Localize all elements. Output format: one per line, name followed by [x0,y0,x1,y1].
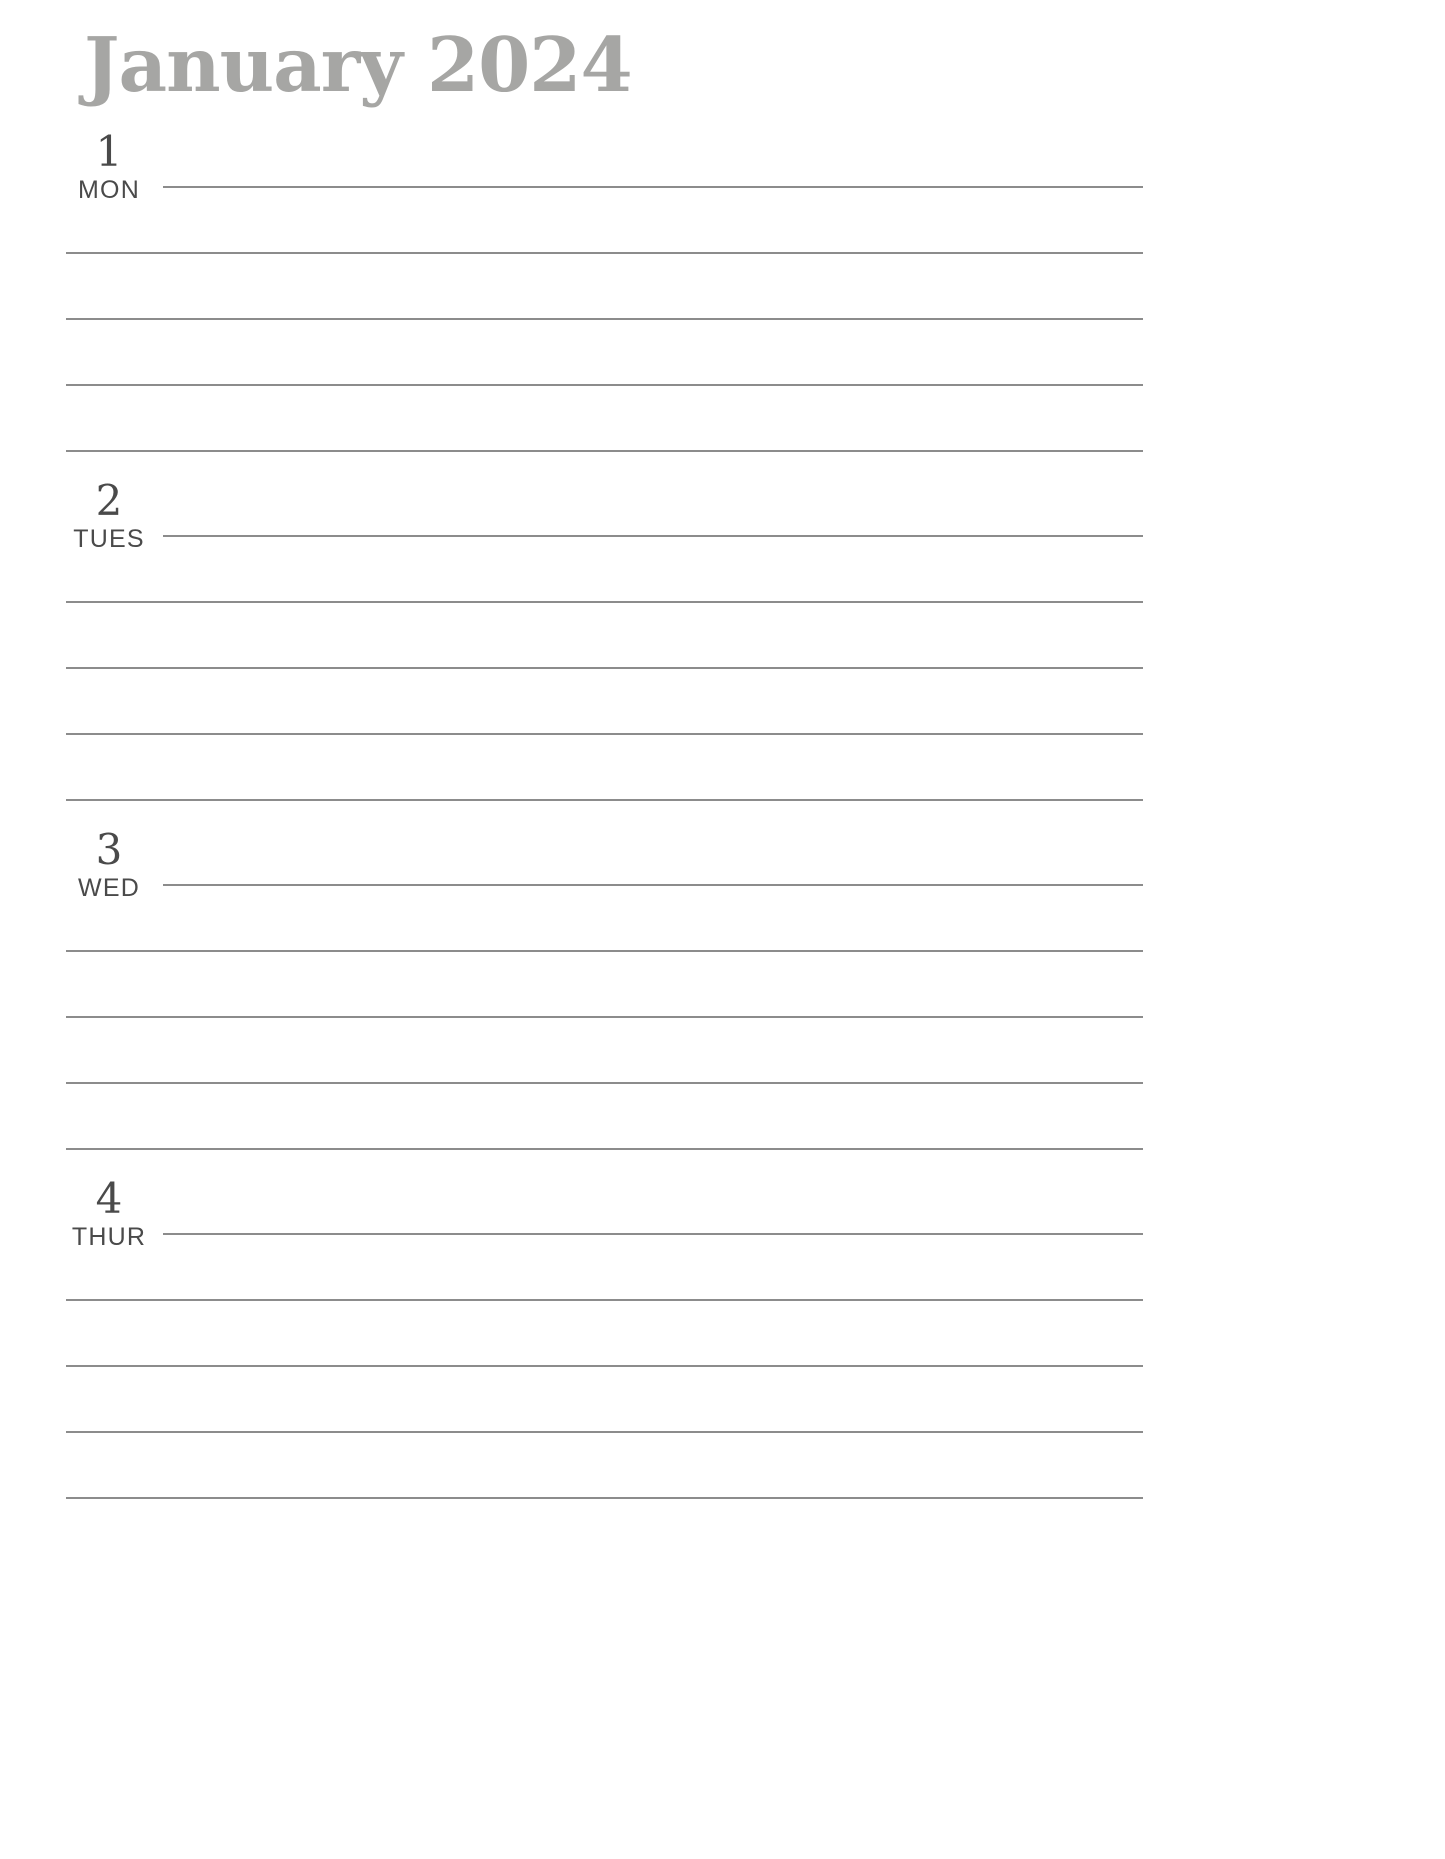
writing-line[interactable] [66,1148,1143,1150]
day-entry-2 [0,476,1445,828]
day-list [0,127,1445,1526]
day-number: 4 [95,1174,123,1223]
writing-line[interactable] [66,1365,1143,1367]
writing-line[interactable] [66,950,1143,952]
writing-line[interactable] [163,186,1143,188]
day-label [66,476,152,554]
writing-line[interactable] [66,384,1143,386]
writing-line[interactable] [66,667,1143,669]
day-label [66,1174,152,1252]
writing-line[interactable] [66,1082,1143,1084]
day-entry-3 [0,825,1445,1177]
writing-line[interactable] [66,799,1143,801]
day-label [66,127,152,205]
day-label [66,825,152,903]
writing-line[interactable] [66,1299,1143,1301]
day-entry-1 [0,127,1445,479]
day-weekday: TUES [73,525,145,553]
writing-line[interactable] [66,733,1143,735]
writing-line[interactable] [163,1233,1143,1235]
writing-line[interactable] [66,1016,1143,1018]
writing-line[interactable] [163,884,1143,886]
writing-line[interactable] [66,1431,1143,1433]
writing-line[interactable] [66,252,1143,254]
writing-line[interactable] [66,450,1143,452]
writing-line[interactable] [163,535,1143,537]
day-weekday: MON [78,176,140,204]
day-number: 1 [95,127,123,176]
writing-line[interactable] [66,1497,1143,1499]
day-number: 3 [95,825,123,874]
day-number: 2 [95,476,123,525]
day-entry-4 [0,1174,1445,1526]
writing-line[interactable] [66,601,1143,603]
page-title: January 2024 [84,21,632,109]
day-weekday: THUR [71,1223,147,1251]
day-weekday: WED [78,874,140,902]
writing-line[interactable] [66,318,1143,320]
